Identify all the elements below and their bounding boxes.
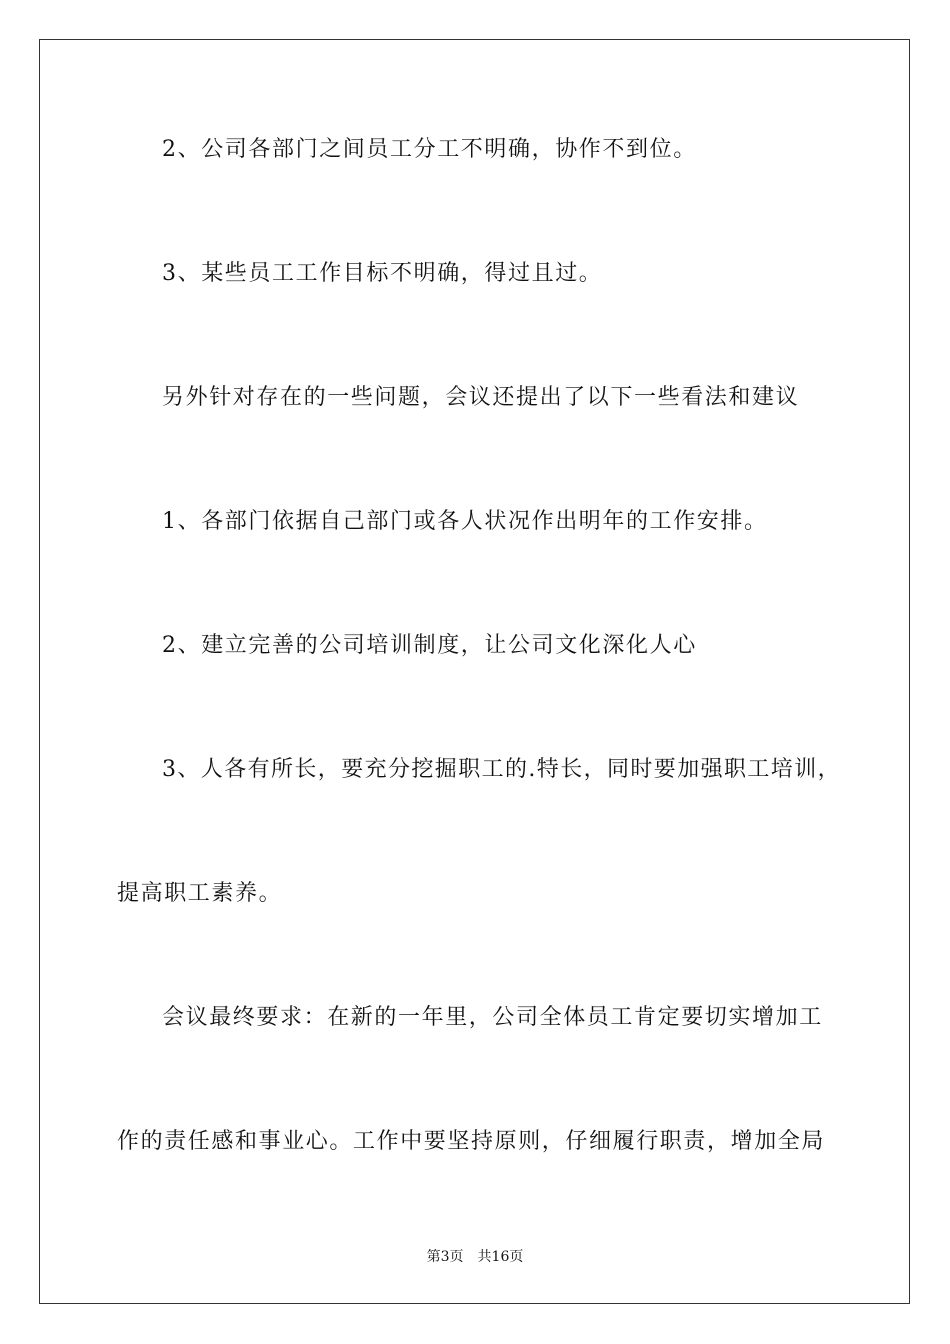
page-border xyxy=(39,39,910,1304)
text-line-1: 2、公司各部门之间员工分工不明确，协作不到位。 xyxy=(162,137,697,162)
text-line-6: 3、人各有所长，要充分挖掘职工的.特长，同时要加强职工培训， xyxy=(162,757,841,782)
text-line-2: 3、某些员工工作目标不明确，得过且过。 xyxy=(162,261,603,286)
page-footer xyxy=(0,1248,950,1266)
text-line-4: 1、各部门依据自己部门或各人状况作出明年的工作安排。 xyxy=(162,509,768,534)
text-line-7: 提高职工素养。 xyxy=(117,881,283,906)
text-line-5: 2、建立完善的公司培训制度，让公司文化深化人心 xyxy=(162,633,697,658)
text-line-9: 作的责任感和事业心。工作中要坚持原则，仔细履行职责，增加全局 xyxy=(117,1129,826,1154)
page-number: 第3页 xyxy=(426,1249,464,1265)
text-line-3: 另外针对存在的一些问题，会议还提出了以下一些看法和建议 xyxy=(162,385,800,410)
text-line-8: 会议最终要求：在新的一年里，公司全体员工肯定要切实增加工 xyxy=(162,1005,823,1030)
page-total: 共16页 xyxy=(477,1249,524,1265)
